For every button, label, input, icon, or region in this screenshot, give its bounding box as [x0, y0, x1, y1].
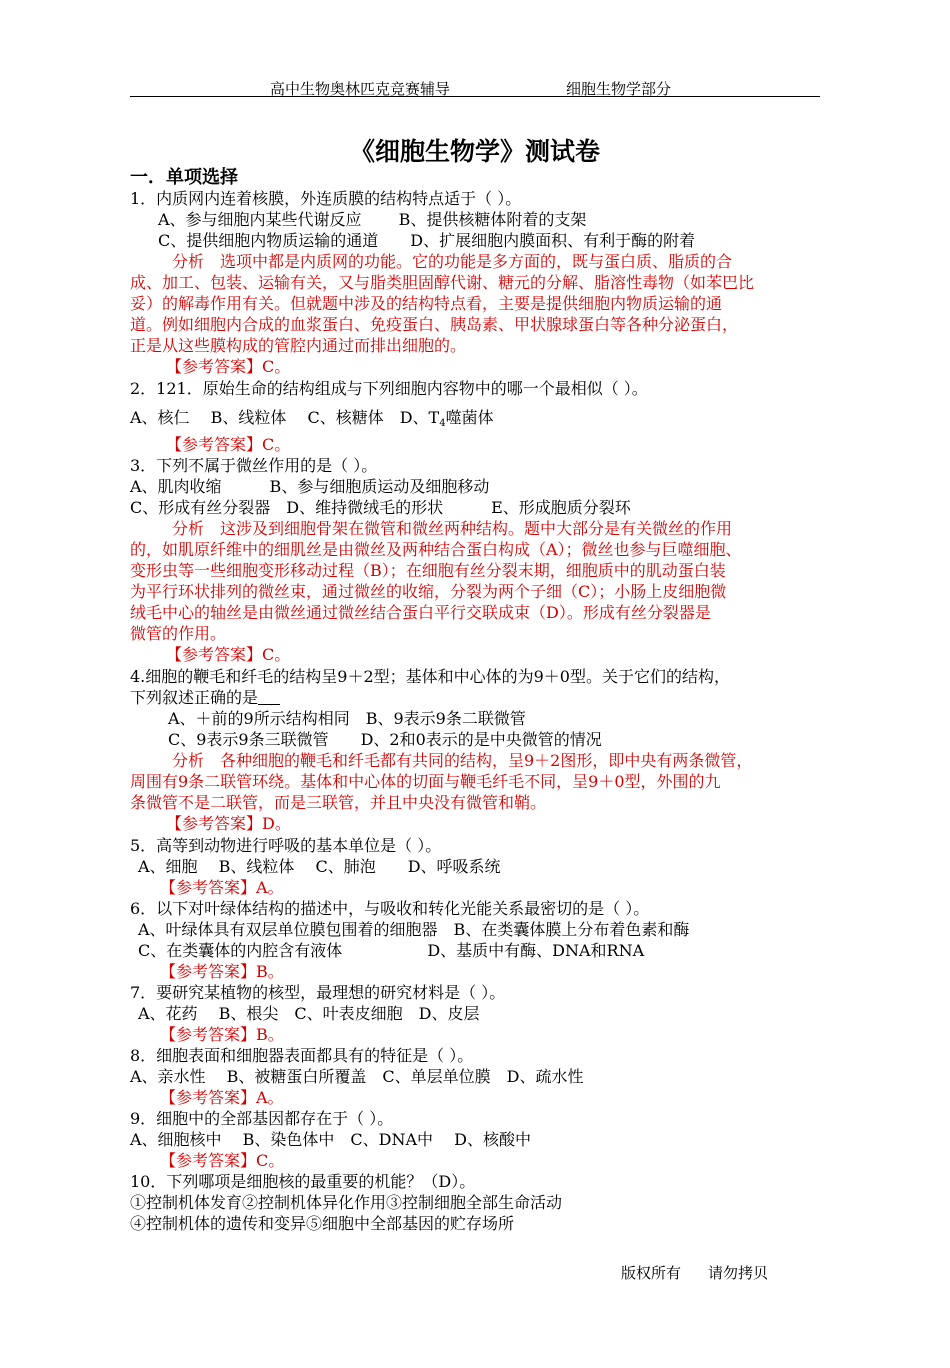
header-left: 高中生物奥林匹克竞赛辅导 — [270, 80, 451, 98]
q4-options-cd: C、9表示9条三联微管 D、2和0表示的是中央微管的情况 — [168, 730, 602, 749]
q8-options: A、亲水性 B、被糖蛋白所覆盖 C、单层单位膜 D、疏水性 — [130, 1067, 584, 1086]
q4-answer: 【参考答案】D。 — [166, 814, 291, 833]
q4-analysis-2: 周围有9条二联管环绕。基体和中心体的切面与鞭毛纤毛不同，呈9＋0型，外围的九 — [130, 772, 721, 791]
question-6: 6．以下对叶绿体结构的描述中，与吸收和转化光能关系最密切的是（ ）。 — [130, 899, 650, 918]
q3-options-ce: C、形成有丝分裂器 D、维持微绒毛的形状 E、形成胞质分裂环 — [130, 498, 631, 517]
q3-options-ab: A、肌肉收缩 B、参与细胞质运动及细胞移动 — [130, 477, 490, 496]
q4-options-ab: A、＋前的9所示结构相同 B、9表示9条二联微管 — [168, 709, 526, 728]
question-9: 9．细胞中的全部基因都存在于（ ）。 — [130, 1109, 394, 1128]
footer-no-copy: 请勿拷贝 — [708, 1264, 769, 1282]
q9-options: A、细胞核中 B、染色体中 C、DNA中 D、核酸中 — [130, 1130, 531, 1149]
q2-answer: 【参考答案】C。 — [166, 435, 291, 454]
q3-analysis-2: 的，如肌原纤维中的细肌丝是由微丝及两种结合蛋白构成（A）；微丝也参与巨噬细胞、 — [130, 540, 742, 559]
q1-analysis-3: 妥）的解毒作用有关。但就题中涉及的结构特点看，主要是提供细胞内物质运输的通 — [130, 294, 723, 313]
q3-analysis-6: 微管的作用。 — [130, 624, 227, 643]
question-8: 8．细胞表面和细胞器表面都具有的特征是（ ）。 — [130, 1046, 474, 1065]
question-5: 5．高等到动物进行呼吸的基本单位是（ ）。 — [130, 836, 442, 855]
q7-options: A、花药 B、根尖 C、叶表皮细胞 D、皮层 — [138, 1004, 480, 1023]
q3-analysis-5: 绒毛中心的轴丝是由微丝通过微丝结合蛋白平行交联成束（D）。形成有丝分裂器是 — [130, 603, 711, 622]
question-4-line-1: 4.细胞的鞭毛和纤毛的结构呈9＋2型；基体和中心体的为9＋0型。关于它们的结构， — [130, 667, 730, 686]
q4-analysis-1: 分析 各种细胞的鞭毛和纤毛都有共同的结构，呈9＋2图形，即中央有两条微管， — [172, 751, 753, 770]
q1-options-cd: C、提供细胞内物质运输的通道 D、扩展细胞内膜面积、有利于酶的附着 — [158, 231, 696, 250]
q1-options-ab: A、参与细胞内某些代谢反应 B、提供核糖体附着的支架 — [158, 210, 587, 229]
q7-answer: 【参考答案】B。 — [160, 1025, 284, 1044]
question-4-line-2: 下列叙述正确的是 — [130, 687, 280, 708]
question-3: 3．下列不属于微丝作用的是（ ）。 — [130, 456, 378, 475]
q5-answer: 【参考答案】A。 — [160, 878, 284, 897]
q2-options: A、核仁 B、线粒体 C、核糖体 D、$T_4$噬菌体 — [130, 408, 494, 429]
q4-analysis-3: 条微管不是二联管，而是三联管，并且中央没有微管和鞘。 — [130, 793, 547, 812]
q6-options-cd: C、在类囊体的内腔含有液体 D、基质中有酶、DNA和RNA — [138, 941, 645, 960]
page-title: 《细胞生物学》测试卷 — [349, 137, 600, 166]
footer-copyright: 版权所有 — [621, 1264, 682, 1282]
section-heading: 一．单项选择 — [130, 167, 238, 188]
question-7: 7．要研究某植物的核型，最理想的研究材料是（ ）。 — [130, 983, 506, 1002]
answer-blank — [258, 689, 280, 705]
q3-answer: 【参考答案】C。 — [166, 645, 291, 664]
q9-answer: 【参考答案】C。 — [160, 1151, 285, 1170]
question-10: 10．下列哪项是细胞核的最重要的机能？（D）。 — [130, 1172, 476, 1191]
q6-options-ab: A、叶绿体具有双层单位膜包围着的细胞器 B、在类囊体膜上分布着色素和酶 — [138, 920, 690, 939]
q1-analysis-5: 正是从这些膜构成的管腔内通过而排出细胞的。 — [130, 336, 467, 355]
q10-items-2: ④控制机体的遗传和变异⑤细胞中全部基因的贮存场所 — [130, 1214, 515, 1233]
q1-answer: 【参考答案】C。 — [166, 357, 291, 376]
header-right: 细胞生物学部分 — [566, 80, 672, 98]
question-1: 1．内质网内连着核膜，外连质膜的结构特点适于（ ）。 — [130, 189, 522, 208]
q10-items-1: ①控制机体发育②控制机体异化作用③控制细胞全部生命活动 — [130, 1193, 563, 1212]
q1-analysis-1: 分析 选项中都是内质网的功能。它的功能是多方面的，既与蛋白质、脂质的合 — [172, 252, 733, 271]
question-2: 2．121．原始生命的结构组成与下列细胞内容物中的哪一个最相似（ ）。 — [130, 379, 648, 398]
q6-answer: 【参考答案】B。 — [160, 962, 284, 981]
q1-analysis-2: 成、加工、包装、运输有关，又与脂类胆固醇代谢、糖元的分解、脂溶性毒物（如苯巴比 — [130, 273, 755, 292]
q3-analysis-1: 分析 这涉及到细胞骨架在微管和微丝两种结构。题中大部分是有关微丝的作用 — [172, 519, 733, 538]
header-rule — [130, 96, 820, 97]
q1-analysis-4: 道。例如细胞内合成的血浆蛋白、免疫蛋白、胰岛素、甲状腺球蛋白等各种分泌蛋白， — [130, 315, 739, 334]
q3-analysis-3: 变形虫等一些细胞变形移动过程（B）；在细胞有丝分裂末期，细胞质中的肌动蛋白装 — [130, 561, 726, 580]
q8-answer: 【参考答案】A。 — [160, 1088, 284, 1107]
q5-options: A、细胞 B、线粒体 C、肺泡 D、呼吸系统 — [138, 857, 501, 876]
q3-analysis-4: 为平行环状排列的微丝束，通过微丝的收缩，分裂为两个子细（C）；小肠上皮细胞微 — [130, 582, 727, 601]
